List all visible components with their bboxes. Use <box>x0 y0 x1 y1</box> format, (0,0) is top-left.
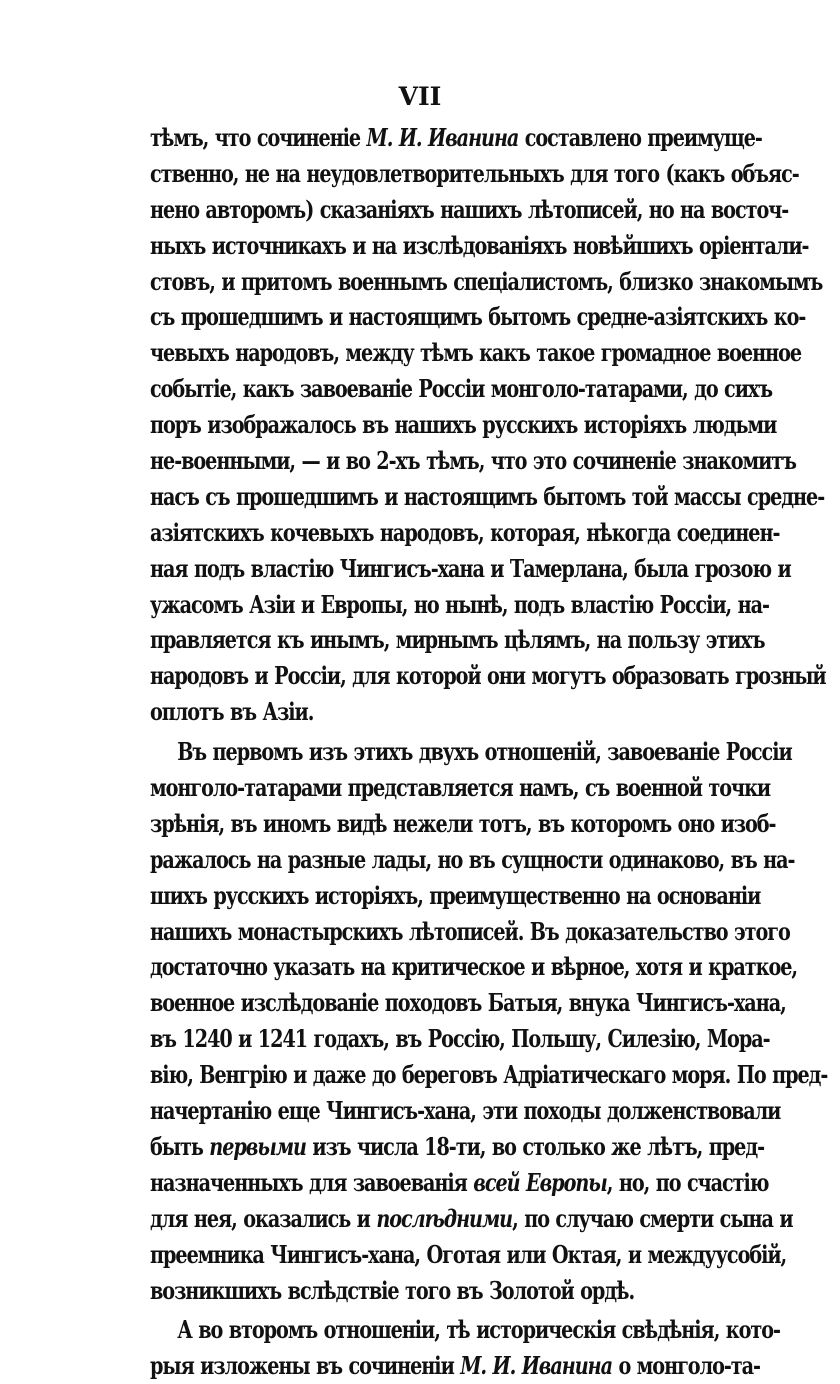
text-run: народовъ и Россіи, для которой они могутъ образовать грозный <box>150 661 826 691</box>
text-run: Въ первомъ изъ этихъ двухъ отношеній, завоеваніе Россіи <box>177 737 792 767</box>
text-run: нено авторомъ) сказаніяхъ нашихъ лѣтописей, но на восточ- <box>150 194 789 224</box>
text-run: вію, Венгрію и даже до береговъ Адріатическаго моря. По пред- <box>150 1060 828 1090</box>
text-line <box>150 443 796 479</box>
text-line <box>150 299 806 335</box>
text-line <box>150 551 791 587</box>
text-line <box>150 1237 787 1273</box>
text-line <box>150 1348 760 1384</box>
text-run: возникшихъ вслѣдствіе того въ Золотой ордѣ. <box>150 1275 635 1305</box>
text-run: правляется къ инымъ, мирнымъ цѣлямъ, на пользу этихъ <box>150 625 765 655</box>
text-line <box>150 914 790 950</box>
text-line <box>150 658 826 694</box>
text-run: назначенныхъ для завоеванія <box>150 1167 474 1197</box>
body-text <box>150 120 828 1384</box>
text-run: азіятскихъ кочевыхъ народовъ, которая, нѣкогда соединен- <box>150 517 780 547</box>
text-line <box>150 694 612 730</box>
text-line <box>150 1021 770 1057</box>
text-line <box>150 228 809 264</box>
text-run: о монголо-та- <box>612 1351 760 1381</box>
text-run: тѣмъ, что сочиненіе <box>150 123 367 152</box>
text-line <box>150 985 786 1021</box>
text-line <box>150 192 789 228</box>
text-run: изъ числа 18-ти, во столько же лѣтъ, пред- <box>305 1131 765 1161</box>
text-line <box>150 1201 793 1237</box>
text-run: шихъ русскихъ исторіяхъ, преимущественно на основаніи <box>150 880 761 910</box>
text-line <box>150 515 780 551</box>
text-run: ныхъ источникахъ и на изслѣдованіяхъ новѣйшихъ оріентали- <box>150 230 809 260</box>
text-line <box>150 156 799 192</box>
text-line <box>150 479 825 515</box>
text-run: насъ съ прошедшимъ и настоящимъ бытомъ той массы средне- <box>150 481 825 511</box>
text-run: не-военными, — и во 2-хъ тѣмъ, что это сочиненіе знакомитъ <box>150 446 796 476</box>
text-line <box>150 770 771 806</box>
text-run: ужасомъ Азіи и Европы, но нынѣ, подъ властію Россіи, на- <box>150 589 769 619</box>
text-line <box>150 1273 635 1309</box>
text-line <box>150 842 795 878</box>
text-run: поръ изображалось въ нашихъ русскихъ исторіяхъ людьми <box>150 410 777 440</box>
text-run: ная подъ властію Чингисъ-хана и Тамерлана, была грозою и <box>150 553 791 583</box>
text-line <box>150 1312 780 1348</box>
text-line <box>150 734 792 770</box>
text-line <box>150 264 823 300</box>
text-run: начертанію еще Чингисъ-хана, эти походы долженствовали <box>150 1096 781 1126</box>
text-line <box>150 806 776 842</box>
text-run: оплотъ въ Азіи. <box>150 697 314 727</box>
text-run: для нея, оказались и <box>150 1203 377 1233</box>
text-line <box>150 120 762 156</box>
italic-text: М. И. Иванина <box>366 123 519 152</box>
text-line <box>150 1057 828 1093</box>
page-number: VII <box>398 82 442 111</box>
text-line <box>150 878 761 914</box>
text-run: событіе, какъ завоеваніе Россіи монголо-татарами, до сихъ <box>150 374 773 404</box>
text-run: , но, по счастію <box>606 1167 769 1197</box>
italic-text: всей Европы <box>473 1167 607 1197</box>
text-line <box>150 371 773 407</box>
text-run: военное изслѣдованіе походовъ Батыя, внука Чингисъ-хана, <box>150 988 786 1018</box>
text-run: чевыхъ народовъ, между тѣмъ какъ такое громадное военное <box>150 338 802 368</box>
text-line <box>150 1165 769 1201</box>
text-run: достаточно указать на критическое и вѣрное, хотя и краткое, <box>150 952 798 982</box>
text-run: монголо-татарами представляется намъ, съ военной точки <box>150 773 771 803</box>
text-run: въ 1240 и 1241 годахъ, въ Россію, Польшу, Силезію, Мора- <box>150 1024 770 1054</box>
italic-text: первыми <box>209 1131 306 1161</box>
text-line <box>150 1129 765 1165</box>
text-run: быть <box>150 1131 210 1161</box>
text-run: нашихъ монастырскихъ лѣтописей. Въ доказательство этого <box>150 916 790 946</box>
italic-text: М. И. Иванина <box>460 1351 613 1381</box>
text-run: съ прошедшимъ и настоящимъ бытомъ средне-азіятскихъ ко- <box>150 302 806 332</box>
text-run: ственно, не на неудовлетворительныхъ для того (какъ объяс- <box>150 158 799 188</box>
text-line <box>150 407 777 443</box>
text-run: А во второмъ отношеніи, тѣ историческія свѣдѣнія, кото- <box>177 1315 780 1345</box>
text-line <box>150 587 769 623</box>
text-run: составлено преимуще- <box>518 123 762 152</box>
text-line <box>150 622 765 658</box>
text-run: стовъ, и притомъ военнымъ спеціалистомъ, близко знакомымъ <box>150 266 823 296</box>
text-line <box>150 1093 781 1129</box>
text-run: преемника Чингисъ-хана, Оготая или Октая, и междуусобій, <box>150 1239 787 1269</box>
text-run: зрѣнія, въ иномъ видѣ нежели тотъ, въ которомъ оно изоб- <box>150 808 776 838</box>
text-line <box>150 949 798 985</box>
italic-text: послѣдними <box>376 1203 513 1233</box>
text-run: рыя изложены въ сочиненіи <box>150 1351 461 1381</box>
text-run: , по случаю смерти сына и <box>512 1203 793 1233</box>
text-line <box>150 335 802 371</box>
text-run: ражалось на разные лады, но въ сущности одинаково, въ на- <box>150 844 795 874</box>
